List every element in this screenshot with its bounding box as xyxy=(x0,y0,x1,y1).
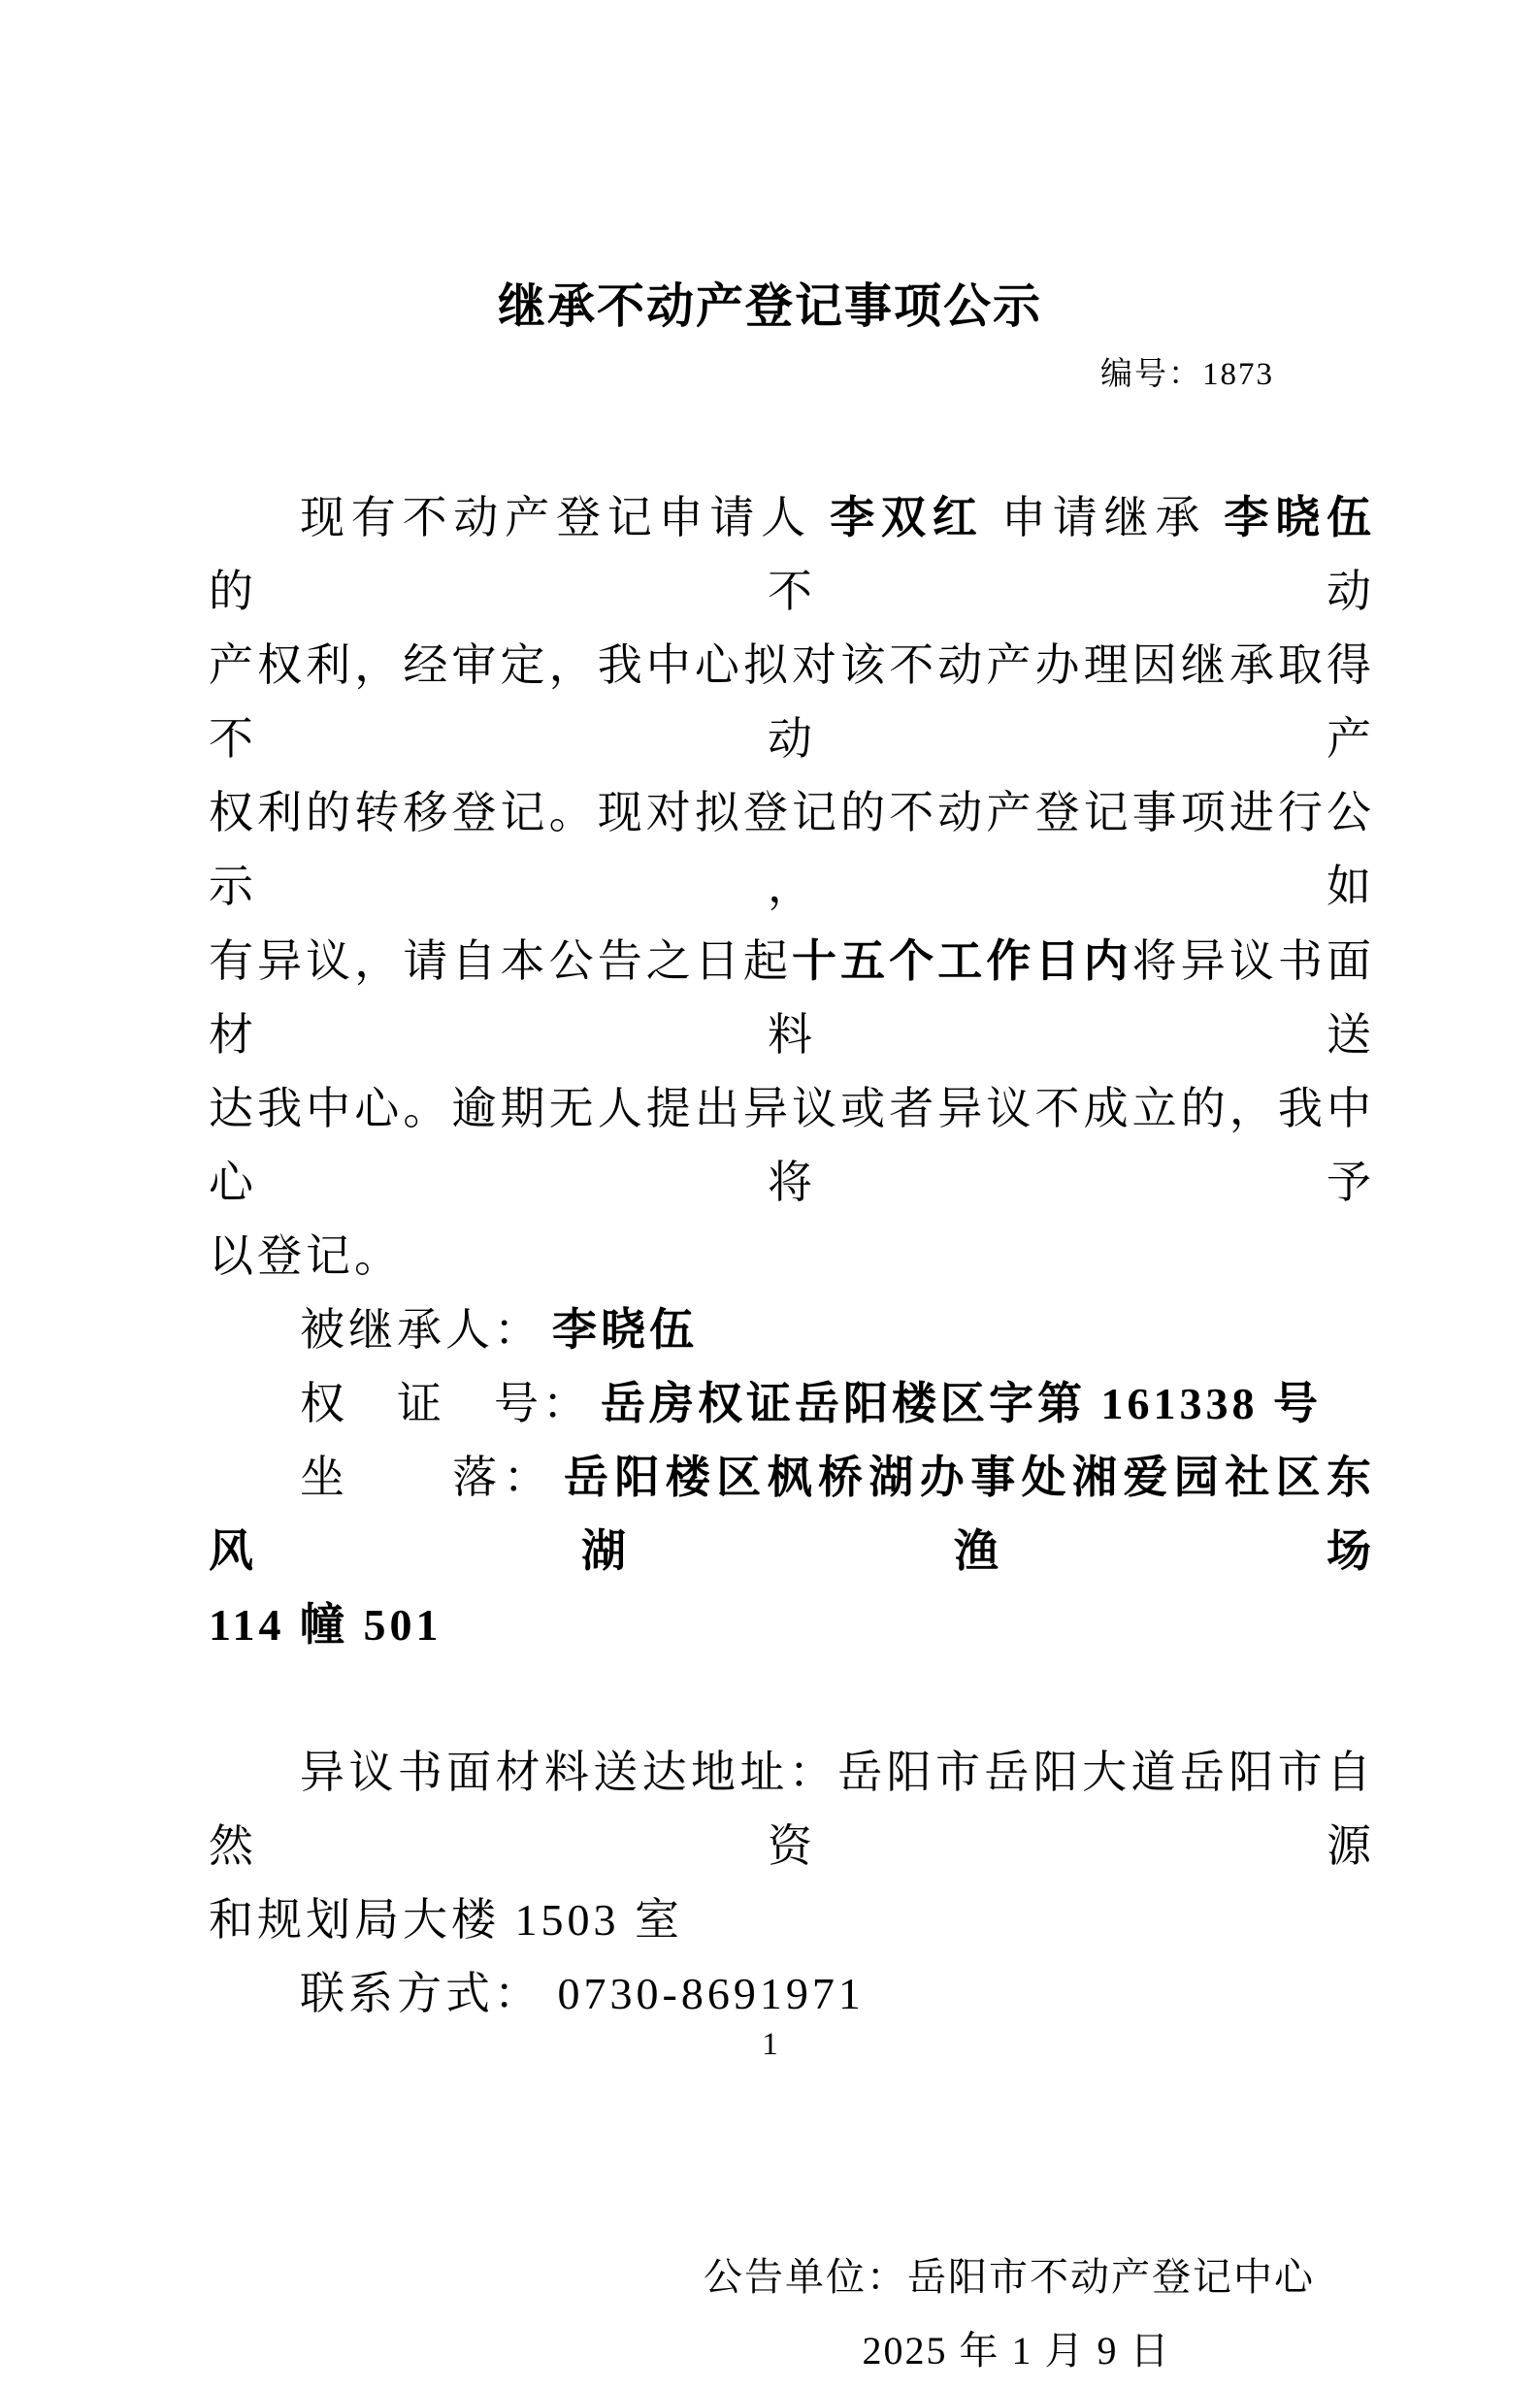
footer-issuer: 公告单位：岳阳市不动产登记中心 xyxy=(704,2255,1315,2299)
address-line: 和规划局大楼 1503 室 xyxy=(209,1895,683,1945)
text-run: 将异议书面材料送 xyxy=(209,936,1376,1060)
field-value: 114 幢 501 xyxy=(209,1600,442,1650)
paragraph-line xyxy=(209,480,1375,629)
paragraph-line xyxy=(209,776,1375,924)
field-value: 李晓伍 xyxy=(552,1305,698,1355)
field-lines xyxy=(209,1293,1375,1662)
document-number: 编号：1873 xyxy=(1100,357,1274,392)
paragraph-line xyxy=(209,629,1375,776)
text-run: 现有不动产登记申请人 xyxy=(300,493,831,542)
field-label: 权 证 号： xyxy=(300,1379,591,1428)
paragraph-line xyxy=(209,924,1375,1072)
field-label: 被继承人： xyxy=(300,1305,542,1355)
paragraph-line xyxy=(209,1220,1375,1293)
text-run: 以登记。 xyxy=(209,1231,403,1281)
field-value: 岳房权证岳阳楼区字第 161338 号 xyxy=(601,1379,1322,1428)
notice-paragraph xyxy=(209,480,1375,1293)
field-line xyxy=(209,1293,1375,1367)
footer-date: 2025 年 1 月 9 日 xyxy=(862,2329,1171,2372)
text-run: 权利的转移登记。现对拟登记的不动产登记事项进行公示，如 xyxy=(209,788,1375,911)
paragraph-line xyxy=(209,1072,1375,1220)
address-line: 异议书面材料送达地址：岳阳市岳阳大道岳阳市自然资源 xyxy=(209,1748,1375,1871)
notice-content xyxy=(0,480,1540,2388)
field-line xyxy=(209,1367,1375,1441)
field-line xyxy=(209,1441,1375,1588)
field-value: 岳阳楼区枫桥湖办事处湘爱园社区东风湖渔场 xyxy=(209,1453,1375,1576)
bold-text-run: 十五个工作日内 xyxy=(792,935,1132,986)
bold-text-run: 李晓伍 xyxy=(1224,492,1376,542)
blank-spacer xyxy=(209,1662,1375,1736)
footer-block xyxy=(704,2241,1329,2388)
text-run: 达我中心。逾期无人提出异议或者异议不成立的，我中心将予 xyxy=(209,1084,1375,1207)
text-run: 有异议，请自本公告之日起 xyxy=(209,936,793,986)
address-line: 联系方式： 0730-8691971 xyxy=(300,1969,865,2018)
document-title: 继承不动产登记事项公示 xyxy=(497,280,1042,333)
field-label: 坐 落： xyxy=(300,1453,554,1502)
page-number: 1 xyxy=(762,2027,778,2062)
text-run: 申请继承 xyxy=(983,493,1225,542)
text-run: 的不动 xyxy=(209,567,1375,616)
text-run: 产权利，经审定，我中心拟对该不动产办理因继承取得不动产 xyxy=(209,640,1375,764)
field-line xyxy=(209,1588,1375,1662)
address-lines xyxy=(209,1736,1375,2031)
bold-text-run: 李双红 xyxy=(830,492,984,542)
